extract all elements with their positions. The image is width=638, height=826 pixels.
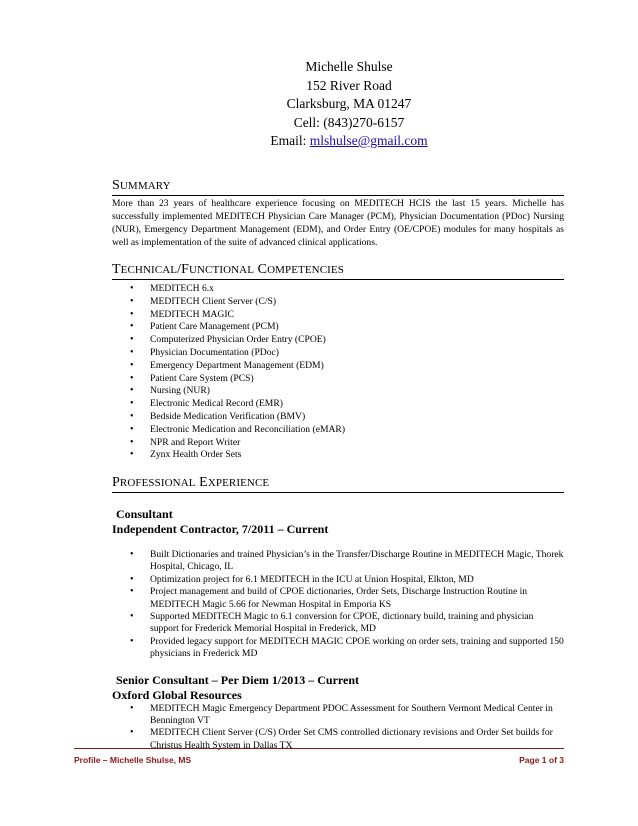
list-item: • NPR and Report Writer: [150, 437, 564, 450]
candidate-name: Michelle Shulse: [305, 59, 393, 74]
list-item: • Provided legacy support for MEDITECH MAGIC CPOE working on order sets, training and supported 150 physicians in Frederick MD: [150, 636, 564, 661]
list-item: • Built Dictionaries and trained Physician’s in the Transfer/Discharge Routine in MEDITECH Magic, Thorek Hospital, Chicago, IL: [150, 549, 564, 574]
page-number: Page 1 of 3: [519, 755, 564, 765]
job-duties: [112, 703, 564, 753]
page-footer: [74, 755, 564, 769]
footer-profile-label: Profile – Michelle Shulse, MS: [74, 755, 192, 765]
city-state-zip: Clarksburg, MA 01247: [286, 96, 412, 111]
street-address: 152 River Road: [306, 77, 392, 93]
job-role: Senior Consultant – Per Diem 1/2013 – Current: [116, 672, 359, 687]
job-organization: Independent Contractor, 7/2011 – Current: [112, 522, 329, 536]
list-item: • Electronic Medical Record (EMR): [150, 398, 564, 411]
footer-divider: [74, 748, 564, 749]
summary-text: More than 23 years of healthcare experience focusing on MEDITECH HCIS the last 15 years. Michelle has successfully implemented MEDITECH Physician Care Manager (PCM), Physician Documentation (PDoc) Nursing (NUR), Emergency Department Management (EDM), and Order Entry (OE/CPOE) modules for many hospitals as well as implementation of the suite of advanced clinical applications.: [112, 198, 564, 248]
email-link[interactable]: mlshulse@gmail.com: [309, 133, 428, 148]
cell-phone: Cell: (843)270-6157: [293, 114, 405, 130]
competencies-heading: TECHNICAL/FUNCTIONAL COMPETENCIES: [112, 261, 564, 280]
list-item: • Patient Care System (PCS): [150, 373, 564, 386]
list-item: • Electronic Medication and Reconciliation (eMAR): [150, 424, 564, 437]
list-item: • MEDITECH 6.x: [150, 283, 564, 296]
job-organization: Oxford Global Resources: [112, 687, 242, 702]
summary-heading: SUMMARY: [112, 177, 564, 196]
job-role: Consultant: [116, 507, 173, 521]
list-item: • Patient Care Management (PCM): [150, 321, 564, 334]
list-item: • MEDITECH Client Server (C/S): [150, 296, 564, 309]
list-item: • Nursing (NUR): [150, 385, 564, 398]
competency-list: [112, 283, 564, 462]
experience-section: [112, 474, 564, 752]
competencies-section: [112, 261, 564, 462]
list-item: • Zynx Health Order Sets: [150, 449, 564, 462]
list-item: • Optimization project for 6.1 MEDITECH in the ICU at Union Hospital, Elkton, MD: [150, 574, 564, 586]
email-line: [60, 132, 638, 151]
list-item: • Physician Documentation (PDoc): [150, 347, 564, 360]
job-entry-1: [112, 507, 564, 661]
list-item: • Supported MEDITECH Magic to 6.1 conversion for CPOE, dictionary build, training and physician support for Frederick Memorial Hospital in Frederick, MD: [150, 611, 564, 636]
list-item: • Bedside Medication Verification (BMV): [150, 411, 564, 424]
list-item: • Emergency Department Management (EDM): [150, 360, 564, 373]
job-entry-2: [112, 673, 564, 753]
contact-header: [0, 58, 638, 151]
list-item: • Project management and build of CPOE dictionaries, Order Sets, Discharge Instruction Routine in MEDITECH Magic 5.66 for Newman Hospital in Emporia KS: [150, 586, 564, 611]
list-item: • MEDITECH Magic Emergency Department PDOC Assessment for Southern Vermont Medical Center in Bennington VT: [150, 703, 564, 728]
experience-heading: PROFESSIONAL EXPERIENCE: [112, 474, 564, 493]
job-duties: [112, 549, 564, 661]
summary-section: [112, 177, 564, 249]
email-label: Email:: [270, 133, 310, 148]
list-item: • MEDITECH MAGIC: [150, 309, 564, 322]
list-item: • MEDITECH Client Server (C/S) Order Set CMS controlled dictionary revisions and Order Set builds for Christus Health System in Dallas TX: [150, 727, 564, 752]
list-item: • Computerized Physician Order Entry (CPOE): [150, 334, 564, 347]
